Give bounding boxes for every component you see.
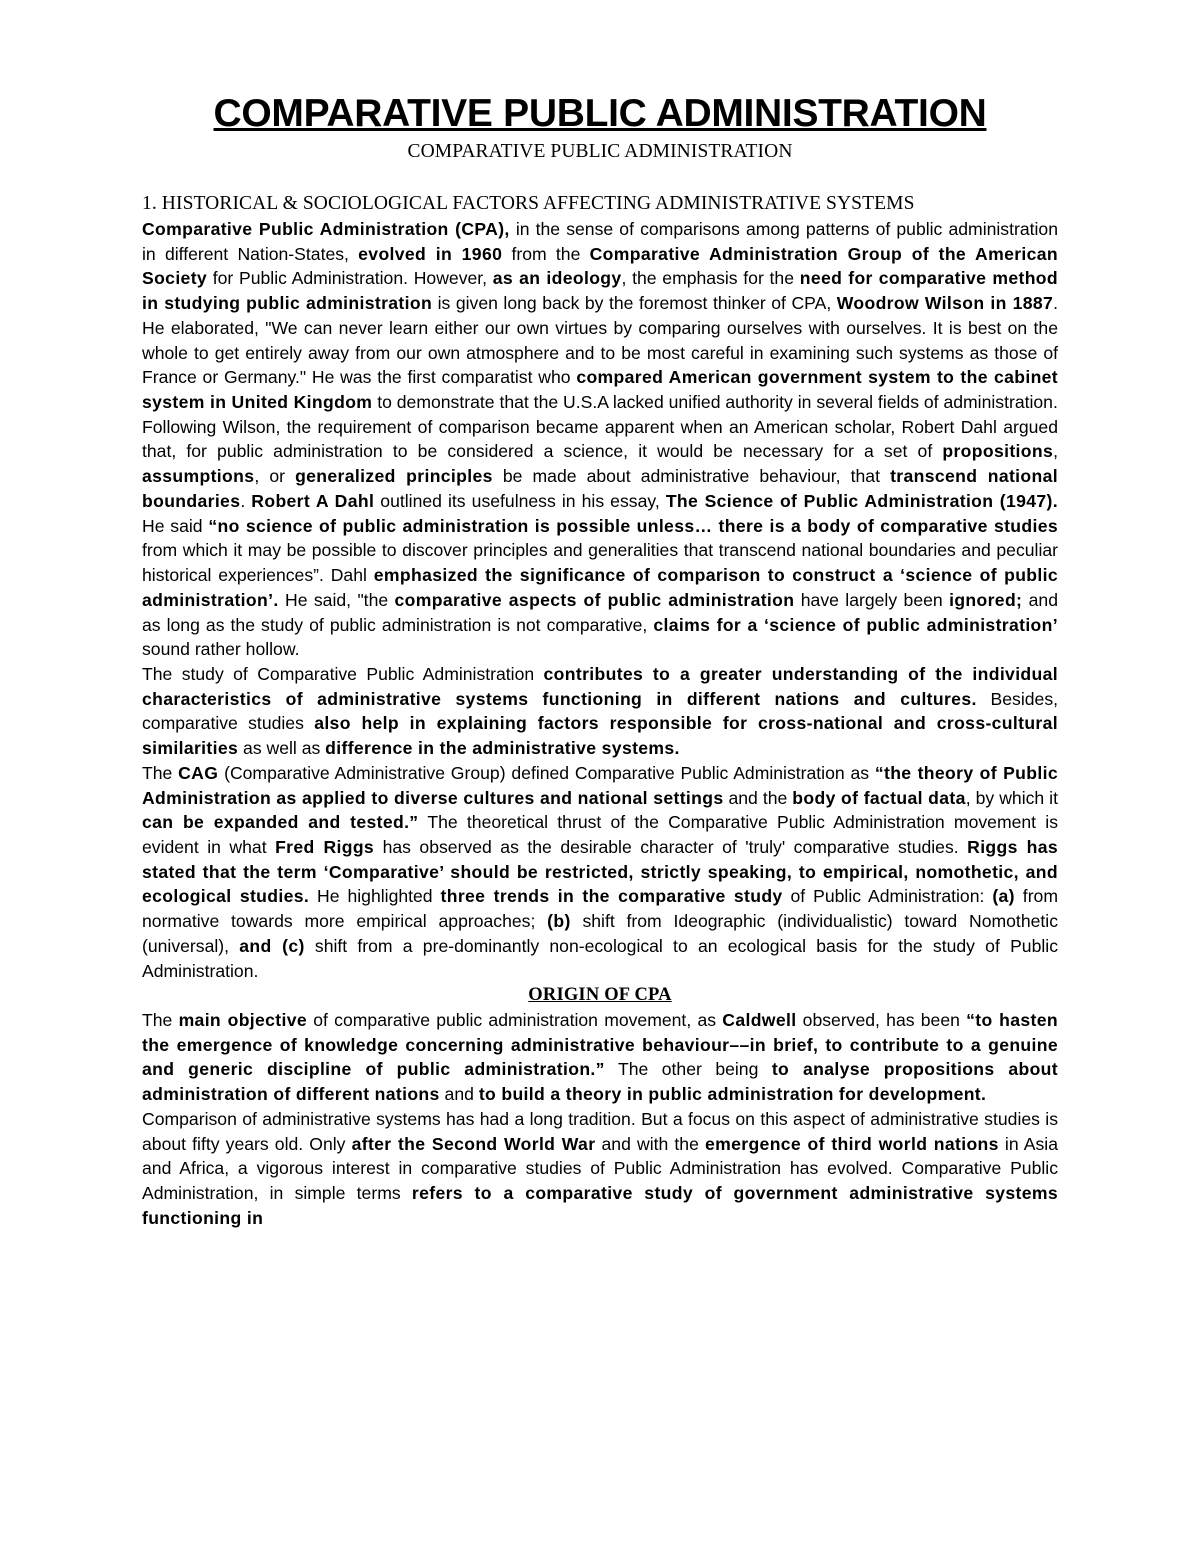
- bold-text-run: to build a theory in public administration for development.: [478, 1084, 987, 1105]
- text-run: He said: [142, 515, 209, 536]
- text-run: . He elaborated, "We can never learn either our own virtues by comparing ourselves with ourselves. It is best on the whole to get entirely away from our own atmosphere and to be most careful in examining such systems as those of France or Germany." He was the first comparatist who: [142, 293, 1058, 388]
- text-run: (Comparative Administrative Group) defined Comparative Public Administration as: [218, 762, 875, 783]
- text-run: and with the: [595, 1133, 705, 1154]
- bold-text-run: also help in explaining factors responsible for cross-national and cross-cultural similarities: [142, 713, 1059, 759]
- bold-text-run: The Science of Public Administration (1947).: [665, 490, 1058, 511]
- text-run: have largely been: [794, 589, 950, 610]
- text-run: from normative towards more empirical approaches;: [142, 886, 1058, 932]
- bold-text-run: Woodrow Wilson in 1887: [836, 293, 1054, 314]
- text-run: of comparative public administration movement, as: [307, 1010, 723, 1030]
- text-run: The: [142, 1010, 179, 1030]
- text-run: sound rather hollow.: [142, 639, 300, 660]
- bold-text-run: propositions: [942, 441, 1054, 462]
- paragraph: [142, 415, 1058, 662]
- bold-text-run: contributes to a greater understanding of the individual characteristics of administrative systems functioning in different nations and cultures.: [142, 663, 1058, 709]
- paragraph: [142, 1107, 1058, 1231]
- text-run: , or: [254, 466, 296, 487]
- text-run: and: [439, 1084, 479, 1105]
- paragraph: [142, 217, 1058, 415]
- bold-text-run: emphasized the significance of comparison to construct a ‘science of public administration’.: [142, 565, 1058, 610]
- text-run: in Asia and Africa, a vigorous interest in comparative studies of Public Administration has evolved. Comparative Public Administration, in simple terms: [142, 1133, 1058, 1204]
- origin-heading: ORIGIN OF CPA: [528, 985, 672, 1006]
- bold-text-run: assumptions: [142, 466, 255, 487]
- text-run: The study of Comparative Public Administration: [142, 663, 544, 684]
- bold-text-run: after the Second World War: [351, 1133, 596, 1154]
- text-run: outlined its usefulness in his essay,: [374, 490, 666, 511]
- bold-text-run: to analyse propositions about administration of different nations: [142, 1059, 1058, 1105]
- text-run: The theoretical thrust of the Comparative Public Administration movement is evident in what: [142, 812, 1058, 857]
- text-run: He highlighted: [309, 886, 441, 907]
- text-run: .: [240, 490, 252, 511]
- bold-text-run: transcend national boundaries: [142, 466, 1058, 511]
- bold-text-run: emergence of third world nations: [705, 1133, 999, 1154]
- bold-text-run: three trends in the comparative study: [440, 886, 783, 907]
- text-run: has observed as the desirable character of 'truly' comparative studies.: [374, 836, 968, 857]
- document-subtitle: COMPARATIVE PUBLIC ADMINISTRATION: [407, 141, 793, 162]
- bold-text-run: (a): [992, 886, 1015, 907]
- origin-section-body: [142, 1008, 1058, 1230]
- bold-text-run: ignored;: [949, 589, 1023, 610]
- paragraph: [142, 761, 1058, 983]
- bold-text-run: (b): [547, 911, 571, 932]
- text-run: shift from Ideographic (individualistic) toward Nomothetic (universal),: [142, 911, 1058, 956]
- bold-text-run: difference in the administrative systems.: [325, 738, 680, 759]
- bold-text-run: Comparative Administration Group of the American Society: [142, 243, 1059, 289]
- text-run: Besides, comparative studies: [142, 688, 1059, 734]
- bold-text-run: CAG: [178, 762, 219, 783]
- text-run: , the emphasis for the: [621, 268, 800, 289]
- text-run: from the: [502, 243, 590, 264]
- text-run: is given long back by the foremost thinker of CPA,: [432, 293, 837, 314]
- bold-text-run: “to hasten the emergence of knowledge concerning administrative behaviour––in brief, to contribute to a genuine and generic discipline of public administration.”: [142, 1010, 1058, 1080]
- text-run: observed, has been: [796, 1010, 967, 1030]
- text-run: be made about administrative behaviour, that: [492, 466, 891, 487]
- bold-text-run: and (c): [239, 935, 305, 956]
- bold-text-run: claims for a ‘science of public administration’: [653, 614, 1058, 635]
- text-run: in the sense of comparisons among patterns of public administration in different Nation-States,: [142, 219, 1058, 264]
- text-run: from which it may be possible to discover principles and generalities that transcend national boundaries and peculiar historical experiences”. Dahl: [142, 540, 1058, 586]
- bold-text-run: main objective: [178, 1010, 308, 1030]
- bold-text-run: Robert A Dahl: [251, 490, 375, 511]
- text-run: and as long as the study of public administration is not comparative,: [142, 589, 1059, 635]
- text-run: , by which it: [965, 787, 1058, 808]
- text-run: of Public Administration:: [782, 886, 993, 907]
- text-run: as well as: [238, 738, 326, 759]
- bold-text-run: Comparative Public Administration (CPA),: [142, 219, 510, 239]
- historical-section-body: [142, 217, 1058, 983]
- bold-text-run: refers to a comparative study of government administrative systems functioning in: [142, 1183, 1058, 1228]
- bold-text-run: Riggs has stated that the term ‘Comparative’ should be restricted, strictly speaking, to empirical, nomothetic, and ecological studies.: [142, 836, 1058, 907]
- section-heading: 1. HISTORICAL & SOCIOLOGICAL FACTORS AFFECTING ADMINISTRATIVE SYSTEMS: [142, 193, 915, 214]
- bold-text-run: can be expanded and tested.”: [142, 812, 419, 833]
- text-run: ,: [1053, 441, 1058, 462]
- bold-text-run: evolved in 1960: [358, 243, 503, 264]
- text-run: and the: [723, 787, 793, 808]
- bold-text-run: Fred Riggs: [275, 836, 375, 857]
- document-page: [142, 90, 1058, 1230]
- document-title: COMPARATIVE PUBLIC ADMINISTRATION: [213, 92, 987, 135]
- text-run: The: [142, 762, 179, 783]
- text-run: The other being: [604, 1059, 772, 1080]
- bold-text-run: body of factual data: [792, 787, 966, 808]
- bold-text-run: “the theory of Public Administration as applied to diverse cultures and national settings: [142, 762, 1058, 808]
- bold-text-run: comparative aspects of public administration: [394, 589, 795, 610]
- bold-text-run: need for comparative method in studying public administration: [142, 268, 1058, 314]
- text-run: to demonstrate that the U.S.A lacked unified authority in several fields of administration.: [372, 392, 1058, 413]
- bold-text-run: compared American government system to the cabinet system in United Kingdom: [142, 367, 1059, 413]
- text-run: Comparison of administrative systems has had a long tradition. But a focus on this aspect of administrative studies is about fifty years old. Only: [142, 1108, 1058, 1154]
- bold-text-run: “no science of public administration is possible unless… there is a body of comparative studies: [208, 515, 1058, 536]
- text-run: He said, "the: [278, 589, 395, 610]
- paragraph: [142, 1008, 1058, 1107]
- bold-text-run: Caldwell: [722, 1010, 797, 1030]
- text-run: for Public Administration. However,: [207, 268, 493, 289]
- text-run: shift from a pre-dominantly non-ecological to an ecological basis for the study of Public Administration.: [142, 935, 1058, 981]
- bold-text-run: generalized principles: [295, 466, 493, 487]
- paragraph: [142, 662, 1058, 761]
- text-run: Following Wilson, the requirement of comparison became apparent when an American scholar, Robert Dahl argued that, for public administration to be considered a science, it would be necessary for a set of: [142, 416, 1058, 462]
- bold-text-run: as an ideology: [492, 268, 622, 289]
